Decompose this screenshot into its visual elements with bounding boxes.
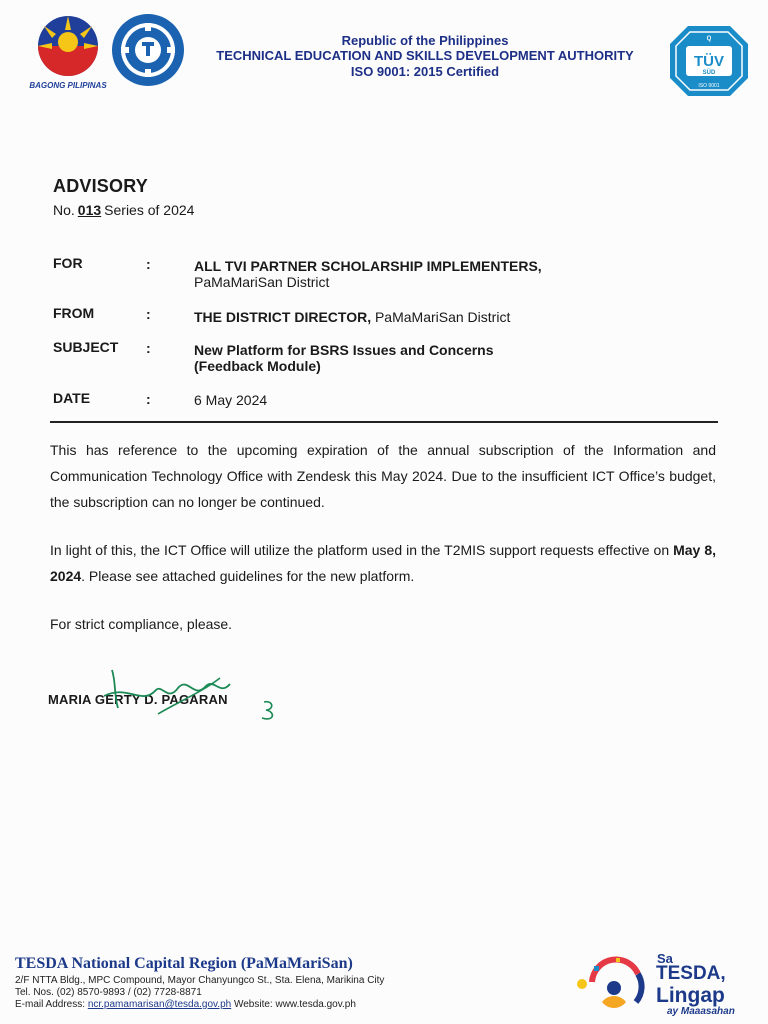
tuv-sud-logo bbox=[668, 24, 750, 98]
for-value-district: PaMaMariSan District bbox=[194, 274, 330, 290]
advisory-no-value: 013 bbox=[77, 202, 102, 218]
signatory-name: MARIA GERTY D. PAGARAN bbox=[48, 692, 228, 707]
subject-label: SUBJECT bbox=[53, 339, 119, 355]
advisory-no-label: No. bbox=[53, 202, 75, 218]
lingap-tagline: ay Maaasahan bbox=[667, 1006, 735, 1017]
from-value bbox=[194, 309, 510, 325]
from-value-district: PaMaMariSan District bbox=[371, 309, 511, 325]
subject-value bbox=[194, 342, 494, 374]
subject-line-1: New Platform for BSRS Issues and Concerns bbox=[194, 342, 494, 358]
svg-text:BAGONG PILIPINAS: BAGONG PILIPINAS bbox=[29, 81, 107, 90]
footer-telephone: Tel. Nos. (02) 8570-9893 / (02) 7728-8871 bbox=[15, 987, 202, 998]
bagong-pilipinas-logo bbox=[22, 12, 114, 92]
for-value bbox=[194, 258, 542, 290]
subject-line-2: (Feedback Module) bbox=[194, 358, 321, 374]
advisory-series: Series of 2024 bbox=[104, 202, 195, 218]
handwritten-signature bbox=[98, 662, 278, 722]
for-label: FOR bbox=[53, 255, 83, 271]
lingap-word: Lingap bbox=[656, 984, 725, 1007]
from-value-main: THE DISTRICT DIRECTOR, bbox=[194, 309, 372, 325]
website-text: www.tesda.gov.ph bbox=[275, 999, 356, 1010]
republic-line: Republic of the Philippines bbox=[341, 33, 509, 48]
body-paragraph-3: For strict compliance, please. bbox=[50, 616, 233, 632]
para2-start: In light of this, the ICT Office will utilize the platform used in the T2MIS support requests effective on bbox=[50, 542, 674, 558]
subject-colon: : bbox=[146, 340, 151, 356]
from-colon: : bbox=[146, 306, 151, 322]
lingap-tesda: TESDA, bbox=[656, 963, 726, 984]
header-divider bbox=[50, 421, 718, 423]
advisory-number bbox=[53, 202, 194, 218]
lingap-emblem-logo bbox=[572, 952, 652, 1020]
svg-text:Q: Q bbox=[706, 36, 712, 42]
para2-end: . Please see attached guidelines for the new platform. bbox=[81, 568, 415, 584]
iso-certification: ISO 9001: 2015 Certified bbox=[350, 64, 500, 79]
from-label: FROM bbox=[53, 305, 95, 321]
website-label: Website: bbox=[231, 999, 276, 1010]
svg-text:TÜV: TÜV bbox=[694, 53, 724, 70]
svg-text:SÜD: SÜD bbox=[702, 70, 716, 76]
tesda-seal-logo bbox=[110, 12, 186, 88]
lingap-sa: Sa bbox=[657, 951, 673, 966]
date-colon: : bbox=[146, 391, 151, 407]
svg-text:ISO 9001: ISO 9001 bbox=[698, 83, 720, 89]
for-value-main: ALL TVI PARTNER SCHOLARSHIP IMPLEMENTERS, bbox=[194, 258, 542, 274]
footer-contact bbox=[15, 999, 356, 1011]
email-link[interactable]: ncr.pamamarisan@tesda.gov.ph bbox=[87, 999, 232, 1010]
agency-name: TECHNICAL EDUCATION AND SKILLS DEVELOPMENT AUTHORITY bbox=[216, 48, 634, 63]
date-value: 6 May 2024 bbox=[194, 392, 268, 408]
advisory-title: ADVISORY bbox=[53, 176, 148, 196]
for-colon: : bbox=[146, 256, 151, 272]
agency-header bbox=[190, 33, 660, 80]
body-paragraph-2 bbox=[50, 537, 716, 589]
date-label: DATE bbox=[53, 390, 91, 406]
footer-address: 2/F NTTA Bldg., MPC Compound, Mayor Chanyungco St., Sta. Elena, Marikina City bbox=[15, 975, 385, 986]
body-paragraph-1: This has reference to the upcoming expiration of the annual subscription of the Information and Communication Technology Office with Zendesk this May 2024. Due to the insufficient ICT Office’s budget, the subscription can no longer be continued. bbox=[50, 442, 716, 510]
footer-org-name: TESDA National Capital Region (PaMaMariSan) bbox=[15, 955, 353, 972]
email-label: E-mail Address: bbox=[15, 999, 88, 1010]
para2-effective-date: May 8, 2024 bbox=[50, 542, 716, 584]
